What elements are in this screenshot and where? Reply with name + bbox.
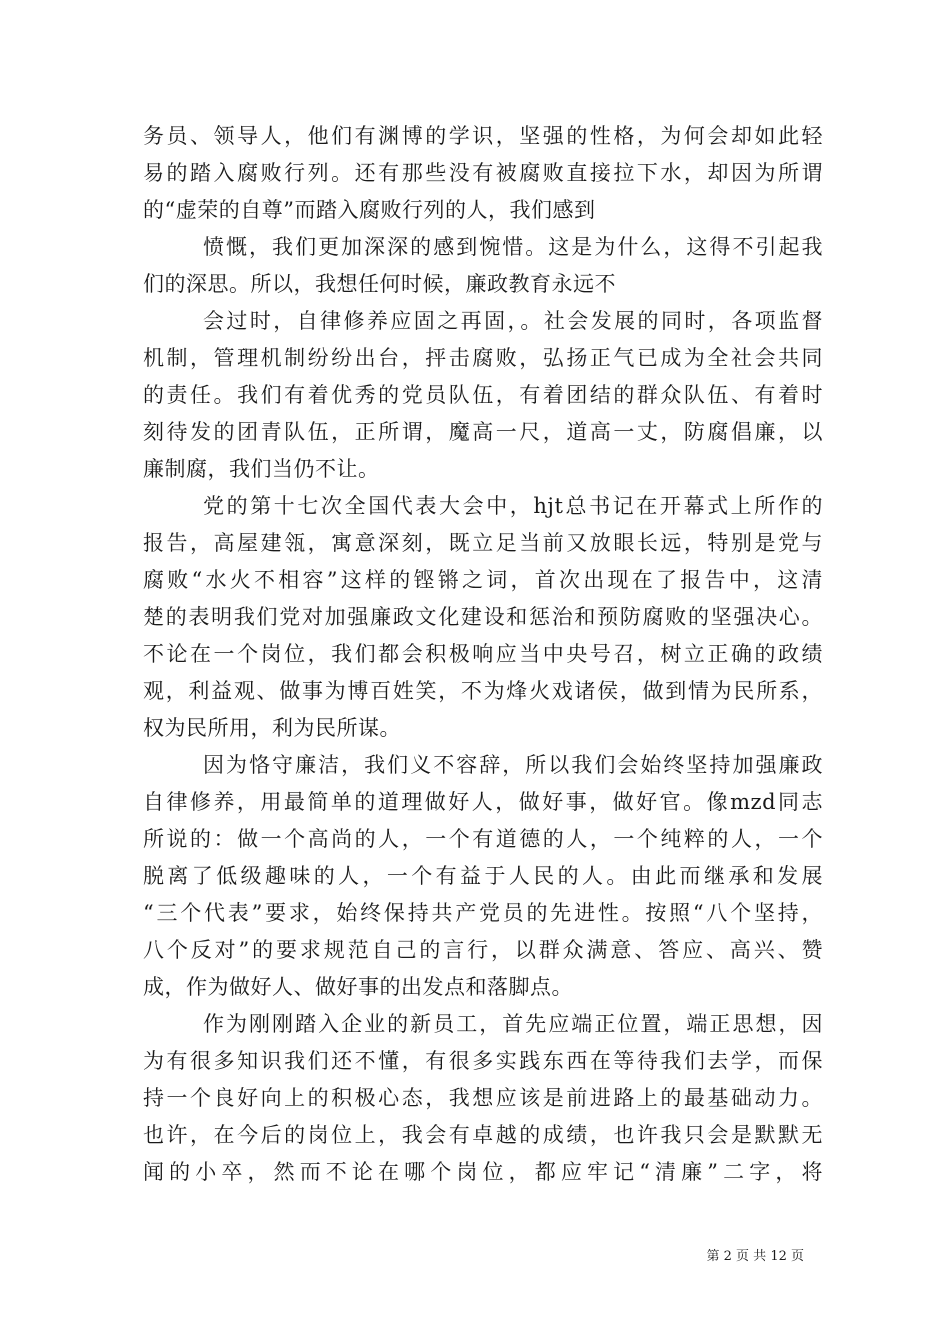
text-line: 也许，在今后的岗位上，我会有卓越的成绩，也许我只会是默默无 [143,1123,823,1147]
text-line: 机制，管理机制纷纷出台，抨击腐败，弘扬正气已成为全社会共同 [143,346,823,370]
text-line: 愤慨，我们更加深深的感到惋惜。这是为什么，这得不引起我 [203,235,823,259]
text-line: 作为刚刚踏入企业的新员工，首先应端正位置，端正思想，因 [203,1012,823,1036]
text-line: 会过时，自律修养应固之再固，。社会发展的同时，各项监督 [203,309,823,333]
text-line: 权为民所用，利为民所谋。 [143,716,401,740]
text-line: “三个代表”要求，始终保持共产党员的先进性。按照“八个坚持， [143,901,823,925]
page-footer [0,1245,950,1264]
text-line: 刻待发的团青队伍，正所谓，魔高一尺，道高一丈，防腐倡廉，以 [143,420,823,444]
text-line: 党的第十七次全国代表大会中，hjt总书记在开幕式上所作的 [203,494,823,518]
text-line: 腐败“水火不相容”这样的铿锵之词，首次出现在了报告中，这清 [143,568,823,592]
text-line: 因为恪守廉洁，我们义不容辞，所以我们会始终坚持加强廉政 [203,753,823,777]
text-line: 闻的小卒，然而不论在哪个岗位，都应牢记“清廉”二字，将 [143,1160,823,1184]
text-line: 自律修养，用最简单的道理做好人，做好事，做好官。像mzd同志 [143,790,823,814]
text-line: 成，作为做好人、做好事的出发点和落脚点。 [143,975,573,999]
text-line: 们的深思。所以，我想任何时候，廉政教育永远不 [143,272,616,296]
document-body [143,118,823,1191]
text-line: 廉制腐，我们当仍不让。 [143,457,380,481]
text-line: 持一个良好向上的积极心态，我想应该是前进路上的最基础动力。 [143,1086,823,1110]
text-line: 为有很多知识我们还不懂，有很多实践东西在等待我们去学，而保 [143,1049,823,1073]
text-line: 所说的：做一个高尚的人，一个有道德的人，一个纯粹的人，一个 [143,827,823,851]
page-number: 第 2 页 共 12 页 [706,1249,804,1264]
text-line: 八个反对”的要求规范自己的言行，以群众满意、答应、高兴、赞 [143,938,823,962]
text-line: 的“虚荣的自尊”而踏入腐败行列的人，我们感到 [143,198,596,222]
text-line: 脱离了低级趣味的人，一个有益于人民的人。由此而继承和发展 [143,864,823,888]
text-line: 务员、领导人，他们有渊博的学识，坚强的性格，为何会却如此轻 [143,124,823,148]
text-line: 观，利益观、做事为博百姓笑，不为烽火戏诸侯，做到情为民所系， [143,679,823,703]
text-line: 报告，高屋建瓴，寓意深刻，既立足当前又放眼长远，特别是党与 [143,531,823,555]
text-line: 楚的表明我们党对加强廉政文化建设和惩治和预防腐败的坚强决心。 [143,605,823,629]
text-line: 易的踏入腐败行列。还有那些没有被腐败直接拉下水，却因为所谓 [143,161,823,185]
text-line: 的责任。我们有着优秀的党员队伍，有着团结的群众队伍、有着时 [143,383,823,407]
text-line: 不论在一个岗位，我们都会积极响应当中央号召，树立正确的政绩 [143,642,823,666]
